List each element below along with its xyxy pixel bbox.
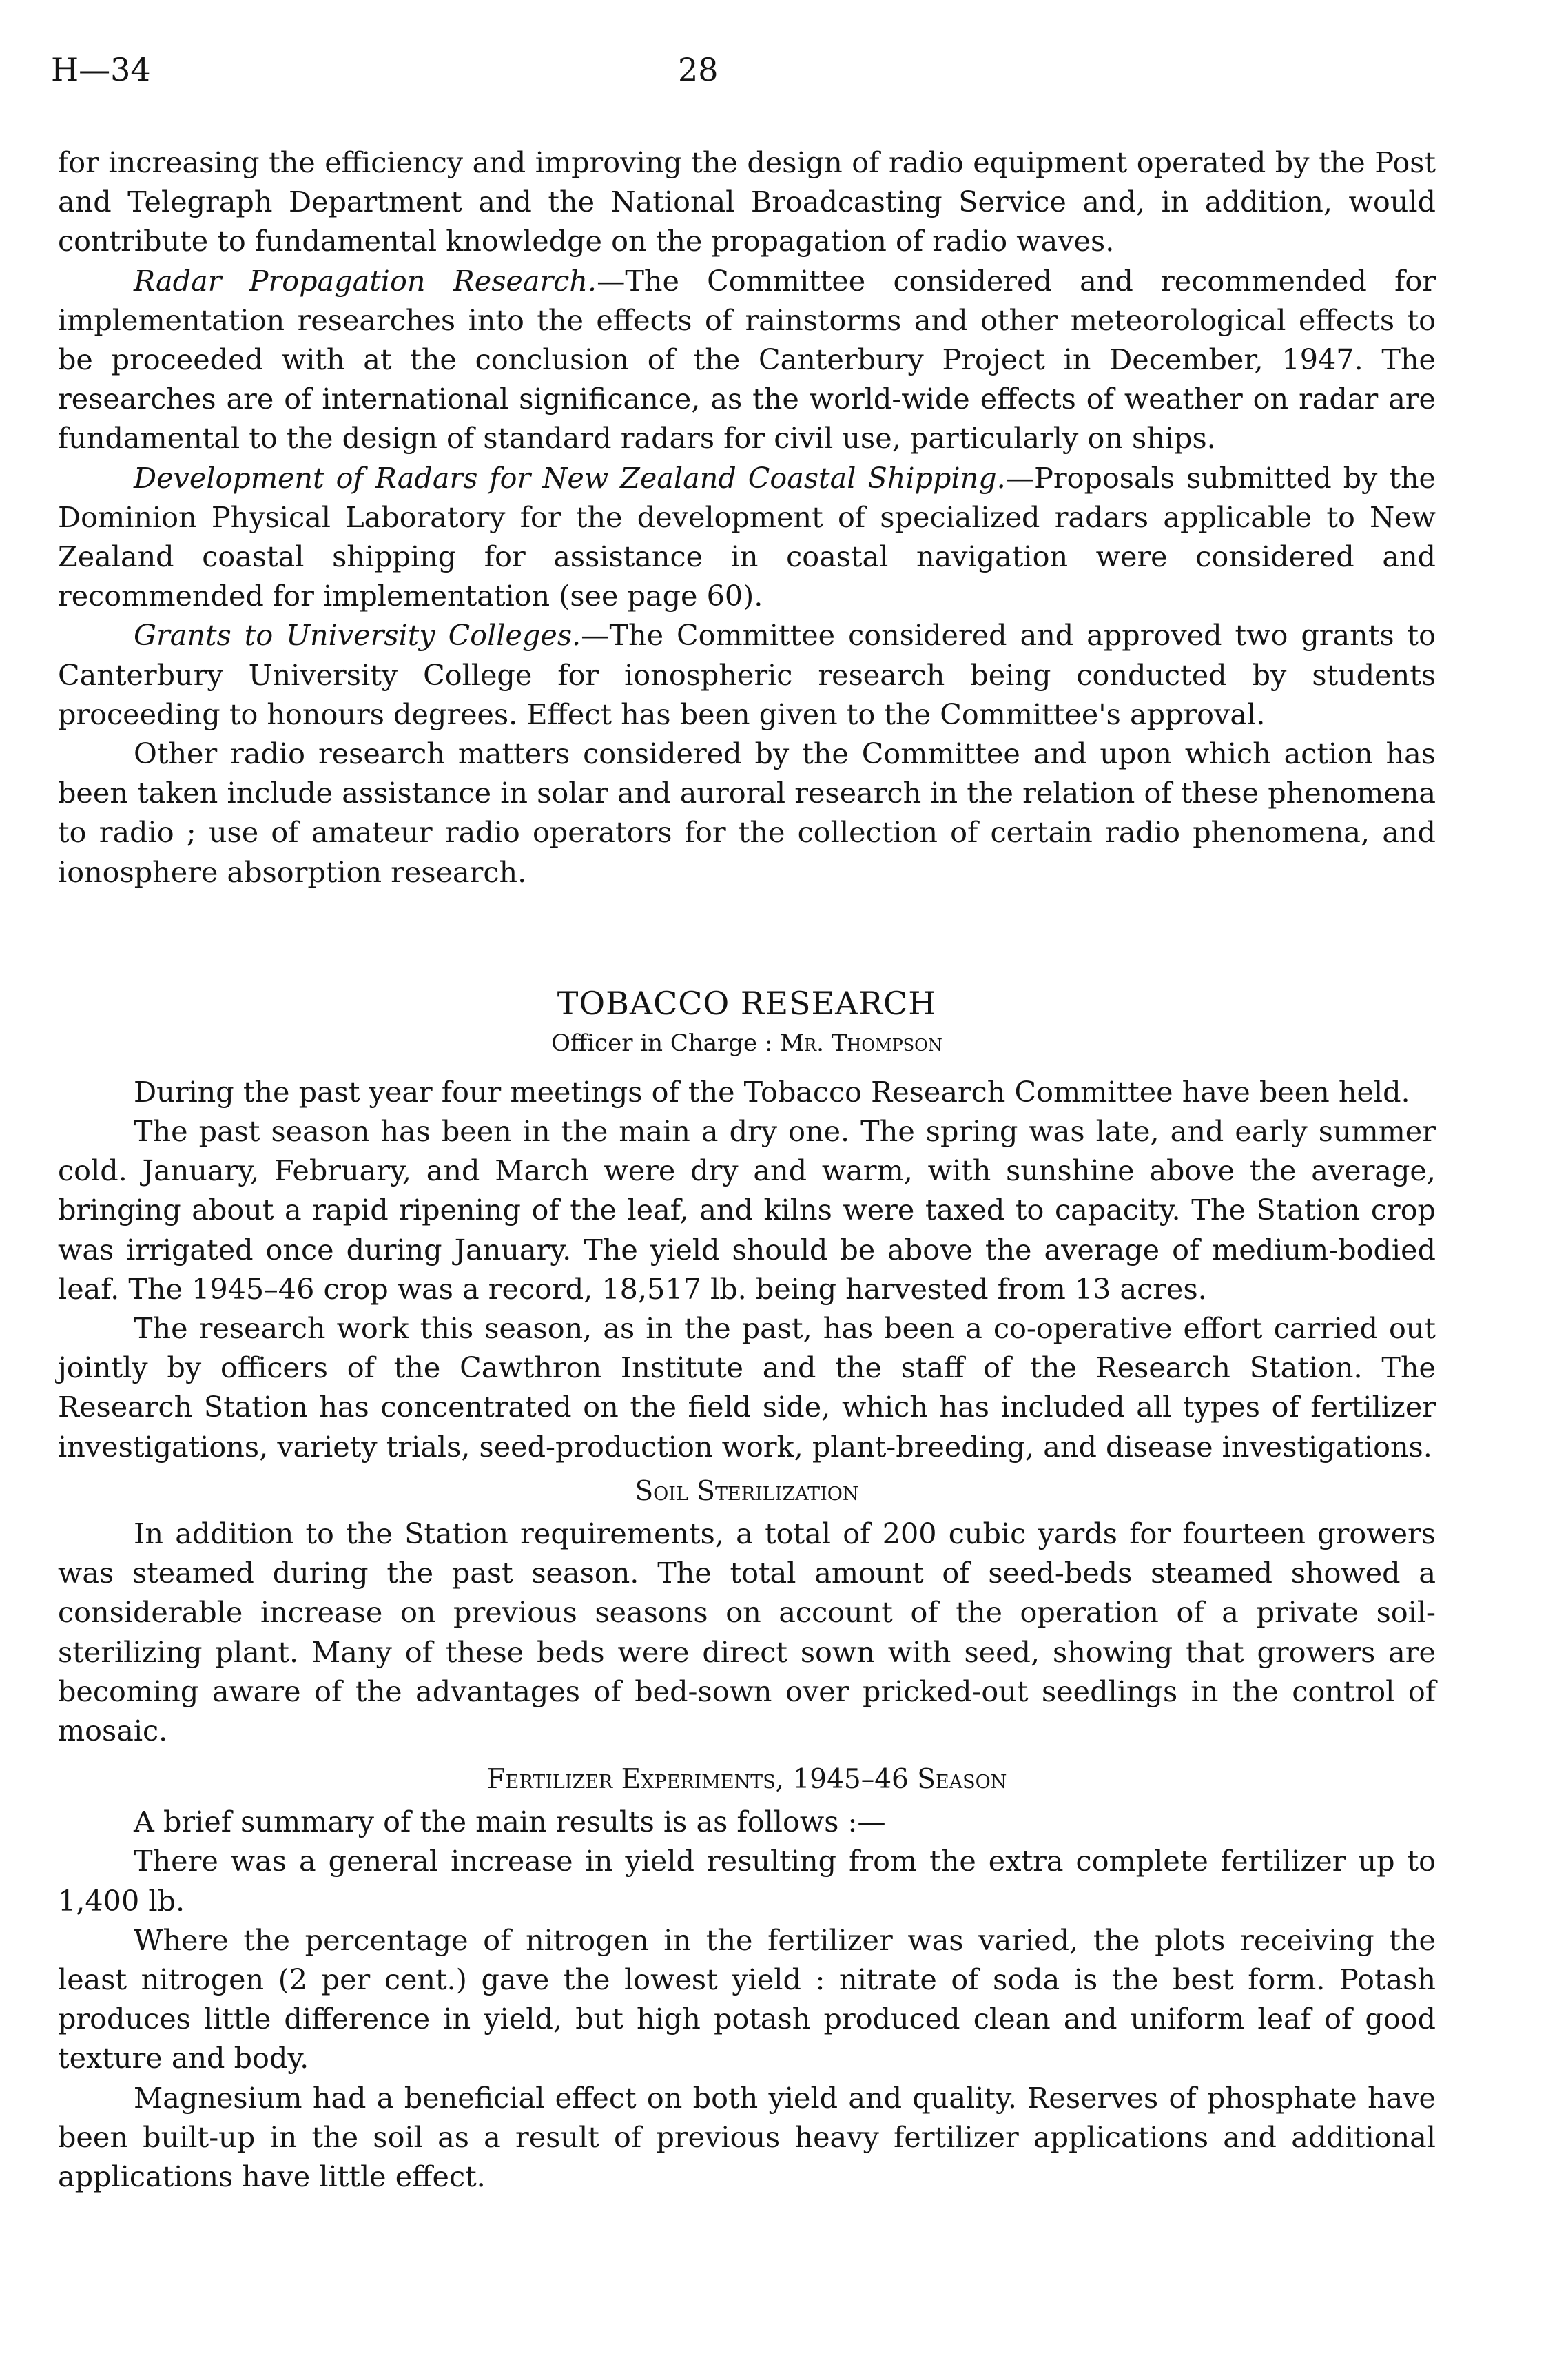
tobacco-research-heading: TOBACCO RESEARCH [557, 984, 937, 1022]
university-grants-title: Grants to University Colleges. [134, 619, 581, 653]
continuation-paragraph: for increasing the efficiency and improving the design of radio equipment operated by the Post and Telegraph Department and the National Broadcasting Service and, in addition, would contribute to fundamental knowledge on the propagation of radio waves. [58, 146, 1436, 258]
page-content [58, 143, 1436, 2197]
coastal-radar-text: —Proposals submitted by the Dominion Physical Laboratory for the development of specialized radars applicable to New Zealand coastal shipping for assistance in coastal navigation were considered and recommended for implementation (see page 60). [58, 461, 1436, 613]
officer-in-charge [58, 1026, 1436, 1060]
tobacco-season-paragraph: The past season has been in the main a dry one. The spring was late, and early summer cold. January, February, and March were dry and warm, with sunshine above the average, bringing about a rapid ripening of the leaf, and kilns were taxed to capacity. The Station crop was irrigated once during January. The yield should be above the average of medium-bodied leaf. The 1945–46 crop was a record, 18,517 lb. being harvested from 13 acres. [58, 1115, 1436, 1306]
document-code: H—34 [51, 51, 151, 88]
fertilizer-nitrogen-paragraph: Where the percentage of nitrogen in the fertilizer was varied, the plots receiving the least nitrogen (2 per cent.) gave the lowest yield : nitrate of soda is the best form. Potash produces little difference in yield, but high potash produced clean and uniform leaf of good texture and body. [58, 1923, 1436, 2075]
tobacco-meetings-paragraph: During the past year four meetings of the Tobacco Research Committee have been held. [134, 1075, 1410, 1109]
officer-name: Mr. Thompson [780, 1029, 942, 1057]
officer-label: Officer in Charge : [551, 1029, 773, 1057]
soil-sterilization-heading: Soil Sterilization [635, 1475, 859, 1507]
radar-propagation-title: Radar Propagation Research. [134, 264, 597, 298]
university-grants-paragraph [58, 616, 1436, 735]
page-number: 28 [678, 51, 719, 88]
coastal-radar-title: Development of Radars for New Zealand Coastal Shipping. [134, 461, 1006, 495]
fertilizer-experiments-heading: Fertilizer Experiments, 1945–46 Season [486, 1764, 1007, 1796]
university-grants-text: —The Committee considered and approved two grants to Canterbury University College for ionospheric research being conducted by students proceeding to honours degrees. Effect has been given to the Committee's approval. [58, 619, 1436, 731]
other-radio-matters-paragraph: Other radio research matters considered by the Committee and upon which action has been taken include assistance in solar and auroral research in the relation of these phenomena to radio ; use of amateur radio operators for the collection of certain radio phenomena, and ionosphere absorption research. [58, 737, 1436, 889]
soil-sterilization-paragraph: In addition to the Station requirements, a total of 200 cubic yards for fourteen growers was steamed during the past season. The total amount of seed-beds steamed showed a considerable increase on previous seasons on account of the operation of a private soil-sterilizing plant. Many of these beds were direct sown with seed, showing that growers are becoming aware of the advantages of bed-sown over pricked-out seedlings in the control of mosaic. [58, 1517, 1436, 1747]
fertilizer-yield-paragraph: There was a general increase in yield resulting from the extra complete fertilizer up to 1,400 lb. [58, 1845, 1436, 1918]
radar-propagation-text: —The Committee considered and recommended for implementation researches into the effects of rainstorms and other meteorological effects to be proceeded with at the conclusion of the Canterbury Project in December, 1947. The researches are of international significance, as the world-wide effects of weather on radar are fundamental to the design of standard radars for civil use, particularly on ships. [58, 264, 1436, 455]
fertilizer-magnesium-paragraph: Magnesium had a beneficial effect on both yield and quality. Reserves of phosphate have been built-up in the soil as a result of previous heavy fertilizer applications and additional applications have little effect. [58, 2081, 1436, 2193]
fertilizer-summary-intro: A brief summary of the main results is as follows :— [134, 1805, 886, 1839]
radar-propagation-paragraph [58, 262, 1436, 459]
coastal-radar-paragraph [58, 459, 1436, 617]
tobacco-research-work-paragraph: The research work this season, as in the past, has been a co-operative effort carried out jointly by officers of the Cawthron Institute and the staff of the Research Station. The Research Station has concentrated on the field side, which has included all types of fertilizer investigations, variety trials, seed-production work, plant-breeding, and disease investigations. [58, 1312, 1436, 1464]
